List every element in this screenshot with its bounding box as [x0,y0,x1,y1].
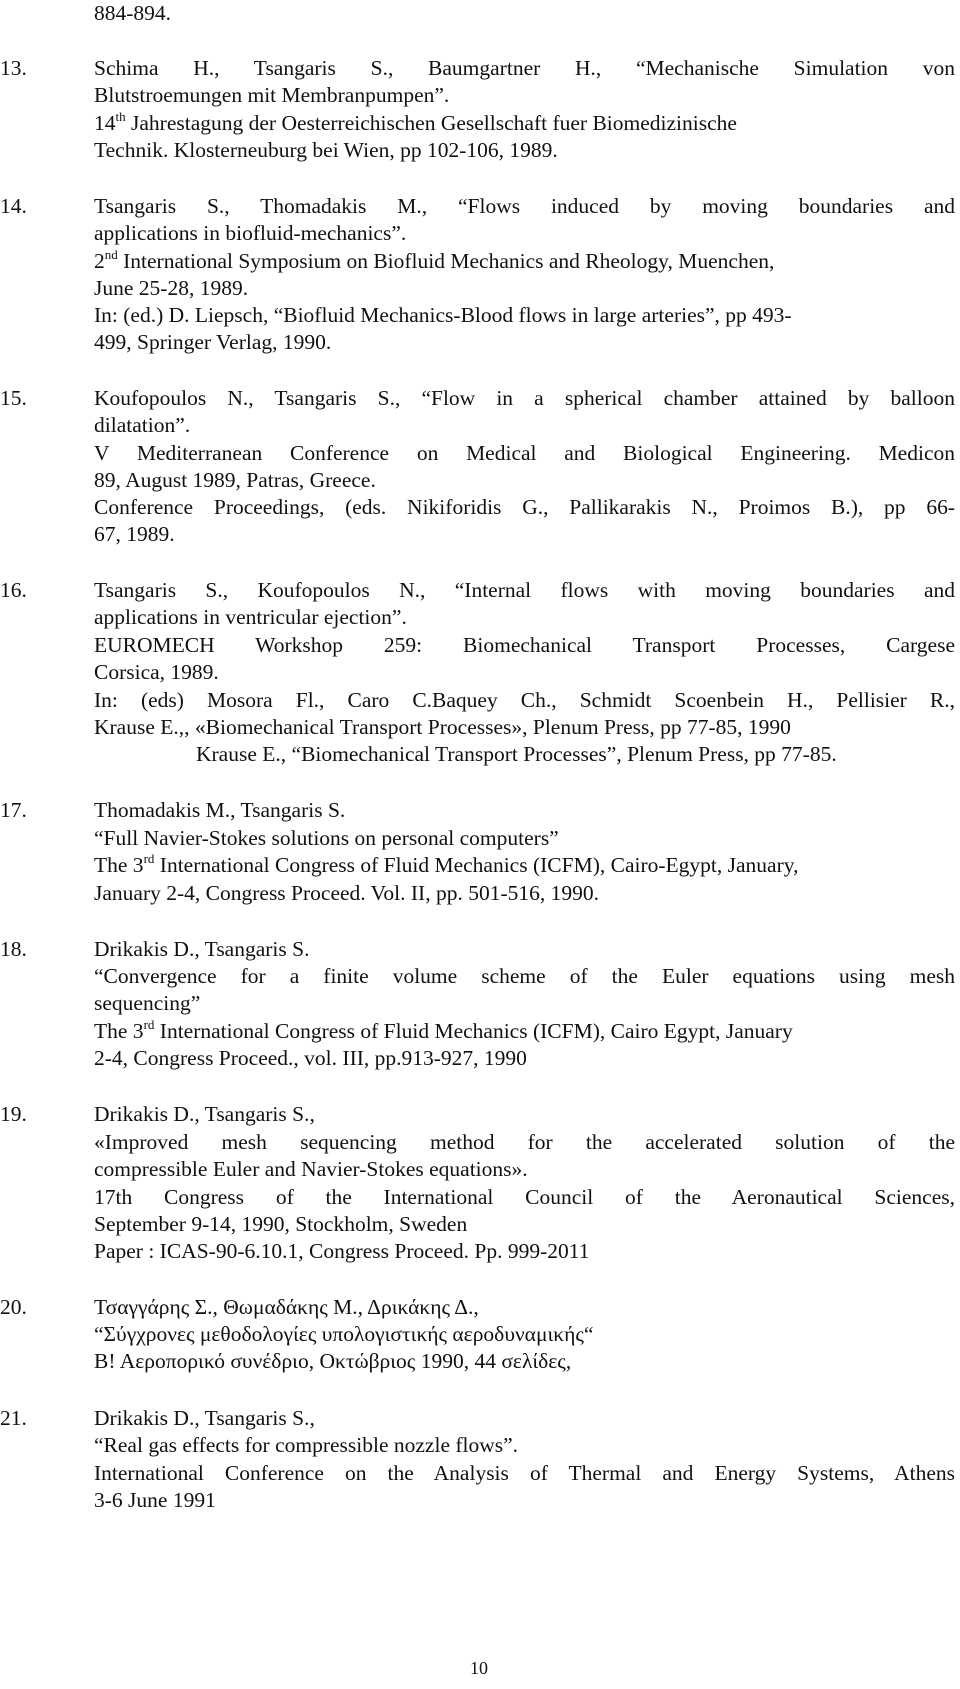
ref-line: 2-4, Congress Proceed., vol. III, pp.913-927, 1990 [94,1046,527,1070]
ref-line: 17th Congress of the International Council of the Aeronautical Sciences, [94,1185,955,1209]
continued-fragment: 884-894. [94,1,172,25]
ref-line-sup: The 3rd International Congress of Fluid Mechanics (ICFM), Cairo-Egypt, January, [94,851,799,877]
ref-line: Drikakis D., Tsangaris S., [94,1406,315,1430]
ref-line: Tsangaris S., Koufopoulos N., “Internal flows with moving boundaries and [94,578,955,602]
ref-number: 15. [0,386,27,410]
ref-line: 67, 1989. [94,522,175,546]
ref-line: compressible Euler and Navier-Stokes equations». [94,1157,528,1181]
ref-number: 14. [0,194,27,218]
ref-line: “Convergence for a finite volume scheme of the Euler equations using mesh [94,964,955,988]
ref-number: 13. [0,56,27,80]
ref-line: EUROMECH Workshop 259: Biomechanical Transport Processes, Cargese [94,633,955,657]
page-number: 10 [470,1658,488,1678]
ref-line: applications in biofluid-mechanics”. [94,221,407,245]
ref-line: International Conference on the Analysis of Thermal and Energy Systems, Athens [94,1461,955,1485]
ref-number: 20. [0,1295,27,1319]
ref-line: applications in ventricular ejection”. [94,605,407,629]
ref-line: Krause E.,, «Biomechanical Transport Processes», Plenum Press, pp 77-85, 1990 [94,715,791,739]
ref-line: September 9-14, 1990, Stockholm, Sweden [94,1212,468,1236]
ref-line: Drikakis D., Tsangaris S. [94,937,310,961]
ref-line: Corsica, 1989. [94,660,219,684]
ref-line: January 2-4, Congress Proceed. Vol. II, pp. 501-516, 1990. [94,881,599,905]
ref-line: “Real gas effects for compressible nozzle flows”. [94,1433,519,1457]
ref-line: Τσαγγάρης Σ., Θωμαδάκης Μ., Δρικάκης Δ., [94,1295,479,1319]
ref-line: Krause E., “Biomechanical Transport Processes”, Plenum Press, pp 77-85. [196,742,837,766]
ref-line: Schima H., Tsangaris S., Baumgartner H., “Mechanische Simulation von [94,56,955,80]
ref-line: Blutstroemungen mit Membranpumpen”. [94,83,450,107]
ref-line: V Mediterranean Conference on Medical and Biological Engineering. Medicon [94,441,955,465]
ref-line: Drikakis D., Tsangaris S., [94,1102,315,1126]
ref-line: sequencing” [94,991,201,1015]
ref-number: 19. [0,1102,27,1126]
ref-number: 16. [0,578,27,602]
ref-line-sup: 14th Jahrestagung der Oesterreichischen Gesellschaft fuer Biomedizinische [94,109,737,135]
ref-line: Β! Αεροπορικό συνέδριο, Οκτώβριος 1990, 44 σελίδες, [94,1349,572,1373]
ref-number: 17. [0,798,27,822]
ref-line: 499, Springer Verlag, 1990. [94,330,332,354]
ref-line: “Full Navier-Stokes solutions on personal computers” [94,826,559,850]
ref-line: 3-6 June 1991 [94,1488,216,1512]
ref-number: 21. [0,1406,27,1430]
ref-line-sup: The 3rd International Congress of Fluid Mechanics (ICFM), Cairo Egypt, January [94,1017,793,1043]
ref-line: Koufopoulos N., Tsangaris S., “Flow in a spherical chamber attained by balloon [94,386,955,410]
ref-line: In: (eds) Mosora Fl., Caro C.Baquey Ch., Schmidt Scoenbein H., Pellisier R., [94,688,955,712]
ref-line: 89, August 1989, Patras, Greece. [94,468,376,492]
ref-line: “Σύγχρονες μεθοδολογίες υπολογιστικής αεροδυναμικής“ [94,1322,594,1346]
ref-line: Thomadakis M., Tsangaris S. [94,798,346,822]
ref-line: June 25-28, 1989. [94,276,249,300]
ref-line: «Improved mesh sequencing method for the accelerated solution of the [94,1130,955,1154]
ref-line: In: (ed.) D. Liepsch, “Biofluid Mechanics-Blood flows in large arteries”, pp 493- [94,303,792,327]
ref-line: Paper : ICAS-90-6.10.1, Congress Proceed. Pp. 999-2011 [94,1239,590,1263]
ref-number: 18. [0,937,27,961]
ref-line-sup: 2nd International Symposium on Biofluid Mechanics and Rheology, Muenchen, [94,247,775,273]
ref-line: Tsangaris S., Thomadakis M., “Flows induced by moving boundaries and [94,194,955,218]
ref-line: dilatation”. [94,413,191,437]
ref-line: Technik. Klosterneuburg bei Wien, pp 102-106, 1989. [94,138,558,162]
ref-line: Conference Proceedings, (eds. Nikiforidis G., Pallikarakis N., Proimos B.), pp 66- [94,495,955,519]
